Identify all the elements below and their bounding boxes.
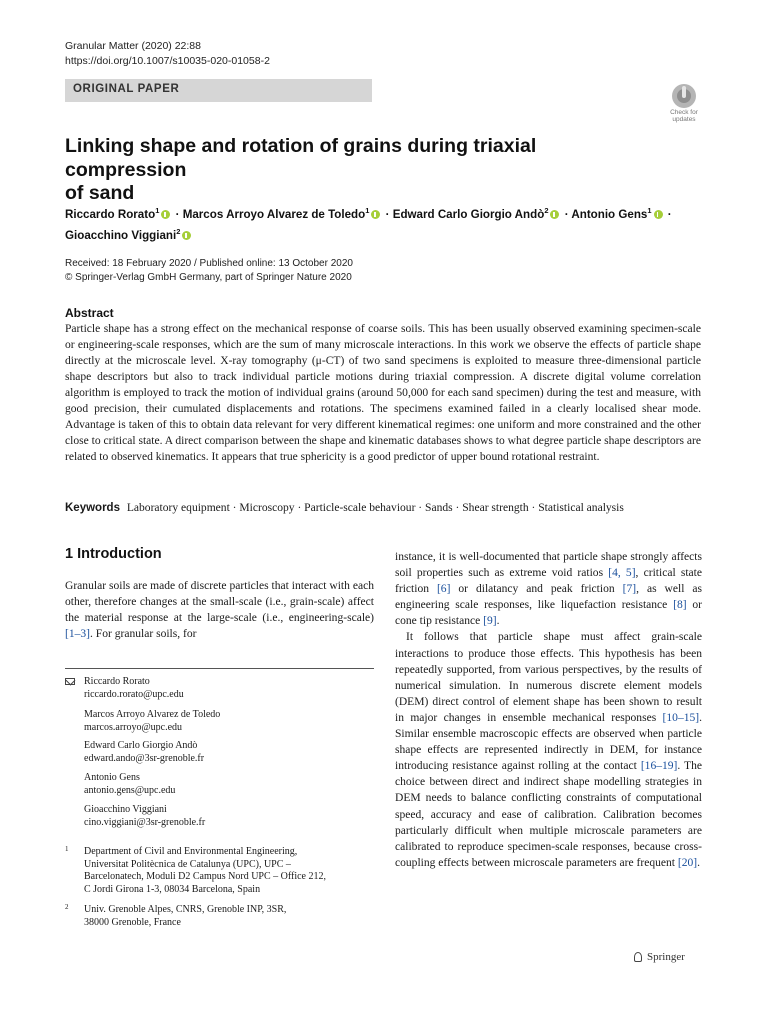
author-name[interactable]: Riccardo Rorato <box>65 208 156 221</box>
author-contacts <box>65 676 374 841</box>
contact-name: Riccardo Rorato <box>84 676 150 687</box>
contact-entry <box>84 709 220 735</box>
affiliation-1: 1 Department of Civil and Environmental Engineering, Universitat Politècnica de Catalunya (UPC), UPC – Barcelonatech, Moduli D2 Campus Nord UPC – Office 212, C Jordi Girona 1-3, 08034 Barcelona, Spain <box>65 845 326 895</box>
springer-horse-icon <box>634 952 642 962</box>
doi-link[interactable]: https://doi.org/10.1007/s10035-020-01058-2 <box>65 55 270 67</box>
author-name[interactable]: Edward Carlo Giorgio Andò <box>392 208 545 221</box>
author-list: Riccardo Rorato$^1$ · Marcos Arroyo Alvarez de Toledo$^1$ · Edward Carlo Giorgio Andò$^2$ · Antonio Gens$^1$ · Gioacchino Viggiani$^2$ <box>65 206 672 242</box>
check-updates-icon <box>672 84 696 108</box>
citation-link[interactable]: [6] <box>436 583 451 596</box>
journal-citation: Granular Matter (2020) 22:88 <box>65 40 201 52</box>
contact-name: Marcos Arroyo Alvarez de Toledo <box>84 709 221 720</box>
citation-link[interactable]: [9] <box>483 615 497 628</box>
citation-link[interactable]: [8] <box>673 599 687 612</box>
author-name[interactable]: Marcos Arroyo Alvarez de Toledo <box>182 208 366 221</box>
keywords-heading: Keywords <box>65 502 120 514</box>
citation-link[interactable]: [4, 5] <box>608 567 636 580</box>
publisher-name: Springer <box>647 951 685 963</box>
abstract-heading: Abstract <box>65 306 114 320</box>
check-updates-text: Check for updates <box>670 109 698 123</box>
citation-link[interactable]: [7] <box>622 583 637 596</box>
contact-email[interactable]: riccardo.rorato@upc.edu <box>84 688 184 700</box>
contact-email[interactable]: marcos.arroyo@upc.edu <box>84 721 183 733</box>
orcid-icon[interactable] <box>371 210 380 219</box>
contact-email[interactable]: cino.viggiani@3sr-grenoble.fr <box>84 816 206 828</box>
publication-dates <box>65 257 353 285</box>
article-type-banner <box>65 79 372 102</box>
section-heading-introduction: 1 Introduction <box>65 546 162 562</box>
copyright-line: © Springer-Verlag GmbH Germany, part of Springer Nature 2020 <box>65 272 352 283</box>
intro-paragraph-col2 <box>395 549 702 871</box>
publisher-logo <box>647 951 685 963</box>
email-icon <box>65 678 75 685</box>
abstract-body: Particle shape has a strong effect on the mechanical response of coarse soils. This has been usually observed examining specimen-scale or engineering-scale responses, which are the sum of many microscale interactions. In this work we observe the effects of particle shape directly at the microscale level. X-ray tomography (μ-CT) of two sand specimens is exploited to measure three-dimensional particle shape descriptors but also to track individual particle motions during triaxial compression. A discrete digital volume correlation algorithm is employed to track the motion of individual grains (around 50,000 for each sand specimen) during the test and measure, with good precision, their cumulated displacements and rotations. The specimens examined failed in a clearly localised shear mode. Advantage is taken of this to obtain data relevant for very different kinematical regimes: one uniform and more constrained and the other close to critical state. A direct comparison between the shape and kinematic databases shows to what degree particle shape descriptors are related to observed kinematics. It appears that true sphericity is a good predictor of upper bound rotational restraint. <box>65 323 701 464</box>
contact-entry <box>84 740 204 766</box>
footnote-divider <box>65 668 374 669</box>
citation-link[interactable]: [20] <box>677 856 698 869</box>
contact-name: Edward Carlo Giorgio Andò <box>84 740 198 751</box>
contact-name: Gioacchino Viggiani <box>84 804 167 815</box>
paragraph: instance, it is well-documented that particle shape strongly affects soil properties such as extreme void ratios [4, 5], critical state friction [6] or dilatancy and peak friction [7], as well as engineering scale responses, like liquefaction resistance [8] or cone tip resistance [9]. <box>395 551 702 628</box>
author-name[interactable]: Gioacchino Viggiani <box>65 229 177 242</box>
paper-title: Linking shape and rotation of grains during triaxial compression of sand <box>65 135 537 204</box>
orcid-icon[interactable] <box>654 210 663 219</box>
contact-entry <box>84 676 184 702</box>
citation-link[interactable]: [16–19] <box>640 760 678 773</box>
author-name[interactable]: Antonio Gens <box>571 208 648 221</box>
orcid-icon[interactable] <box>161 210 170 219</box>
contact-email[interactable]: antonio.gens@upc.edu <box>84 784 176 796</box>
orcid-icon[interactable] <box>550 210 559 219</box>
citation-link[interactable]: [10–15] <box>662 711 700 724</box>
affiliation-2: 2 Univ. Grenoble Alpes, CNRS, Grenoble INP, 3SR, 38000 Grenoble, France <box>65 903 287 928</box>
orcid-icon[interactable] <box>182 231 191 240</box>
check-for-updates-badge[interactable] <box>664 84 704 124</box>
contact-name: Antonio Gens <box>84 772 140 783</box>
received-published: Received: 18 February 2020 / Published online: 13 October 2020 <box>65 258 353 269</box>
intro-paragraph-col1: Granular soils are made of discrete particles that interact with each other, therefore changes at the small-scale (i.e., grain-scale) affect the material response at the large-scale (i.e., engineering-scale) [1–3]. For granular soils, for <box>65 580 374 641</box>
contact-entry <box>84 804 205 830</box>
keywords-text: Laboratory equipment · Microscopy · Particle-scale behaviour · Sands · Shear strength · Statistical analysis <box>126 502 624 514</box>
paragraph: It follows that particle shape must affect grain-scale interactions to produce those effects. This hypothesis has been repeatedly supported, from various perspectives, by the results of numerical simulation. In numerous discrete element models (DEM) direct control of element shape has been shown to result in major changes in ensemble mechanical responses [10–15]. Similar ensemble macroscopic effects are observed when particle shape effects are represented indirectly in DEM, for instance introducing resistance against rolling at the contact [16–19]. The choice between direct and indirect shape modelling strategies in DEM needs to balance conflicting constraints of computational speed, accuracy and ease of calibration. Calibration becomes particularly difficult when multiple microscale parameters are calibrated to reproduce specimen-scale responses, because cross-coupling effects between microscale parameters are frequent [20]. <box>395 631 702 869</box>
contact-entry <box>84 772 175 798</box>
article-type-label: ORIGINAL PAPER <box>73 83 180 95</box>
citation-link[interactable]: [1–3] <box>65 628 91 641</box>
contact-email[interactable]: edward.ando@3sr-grenoble.fr <box>84 752 205 764</box>
keywords <box>65 500 705 516</box>
